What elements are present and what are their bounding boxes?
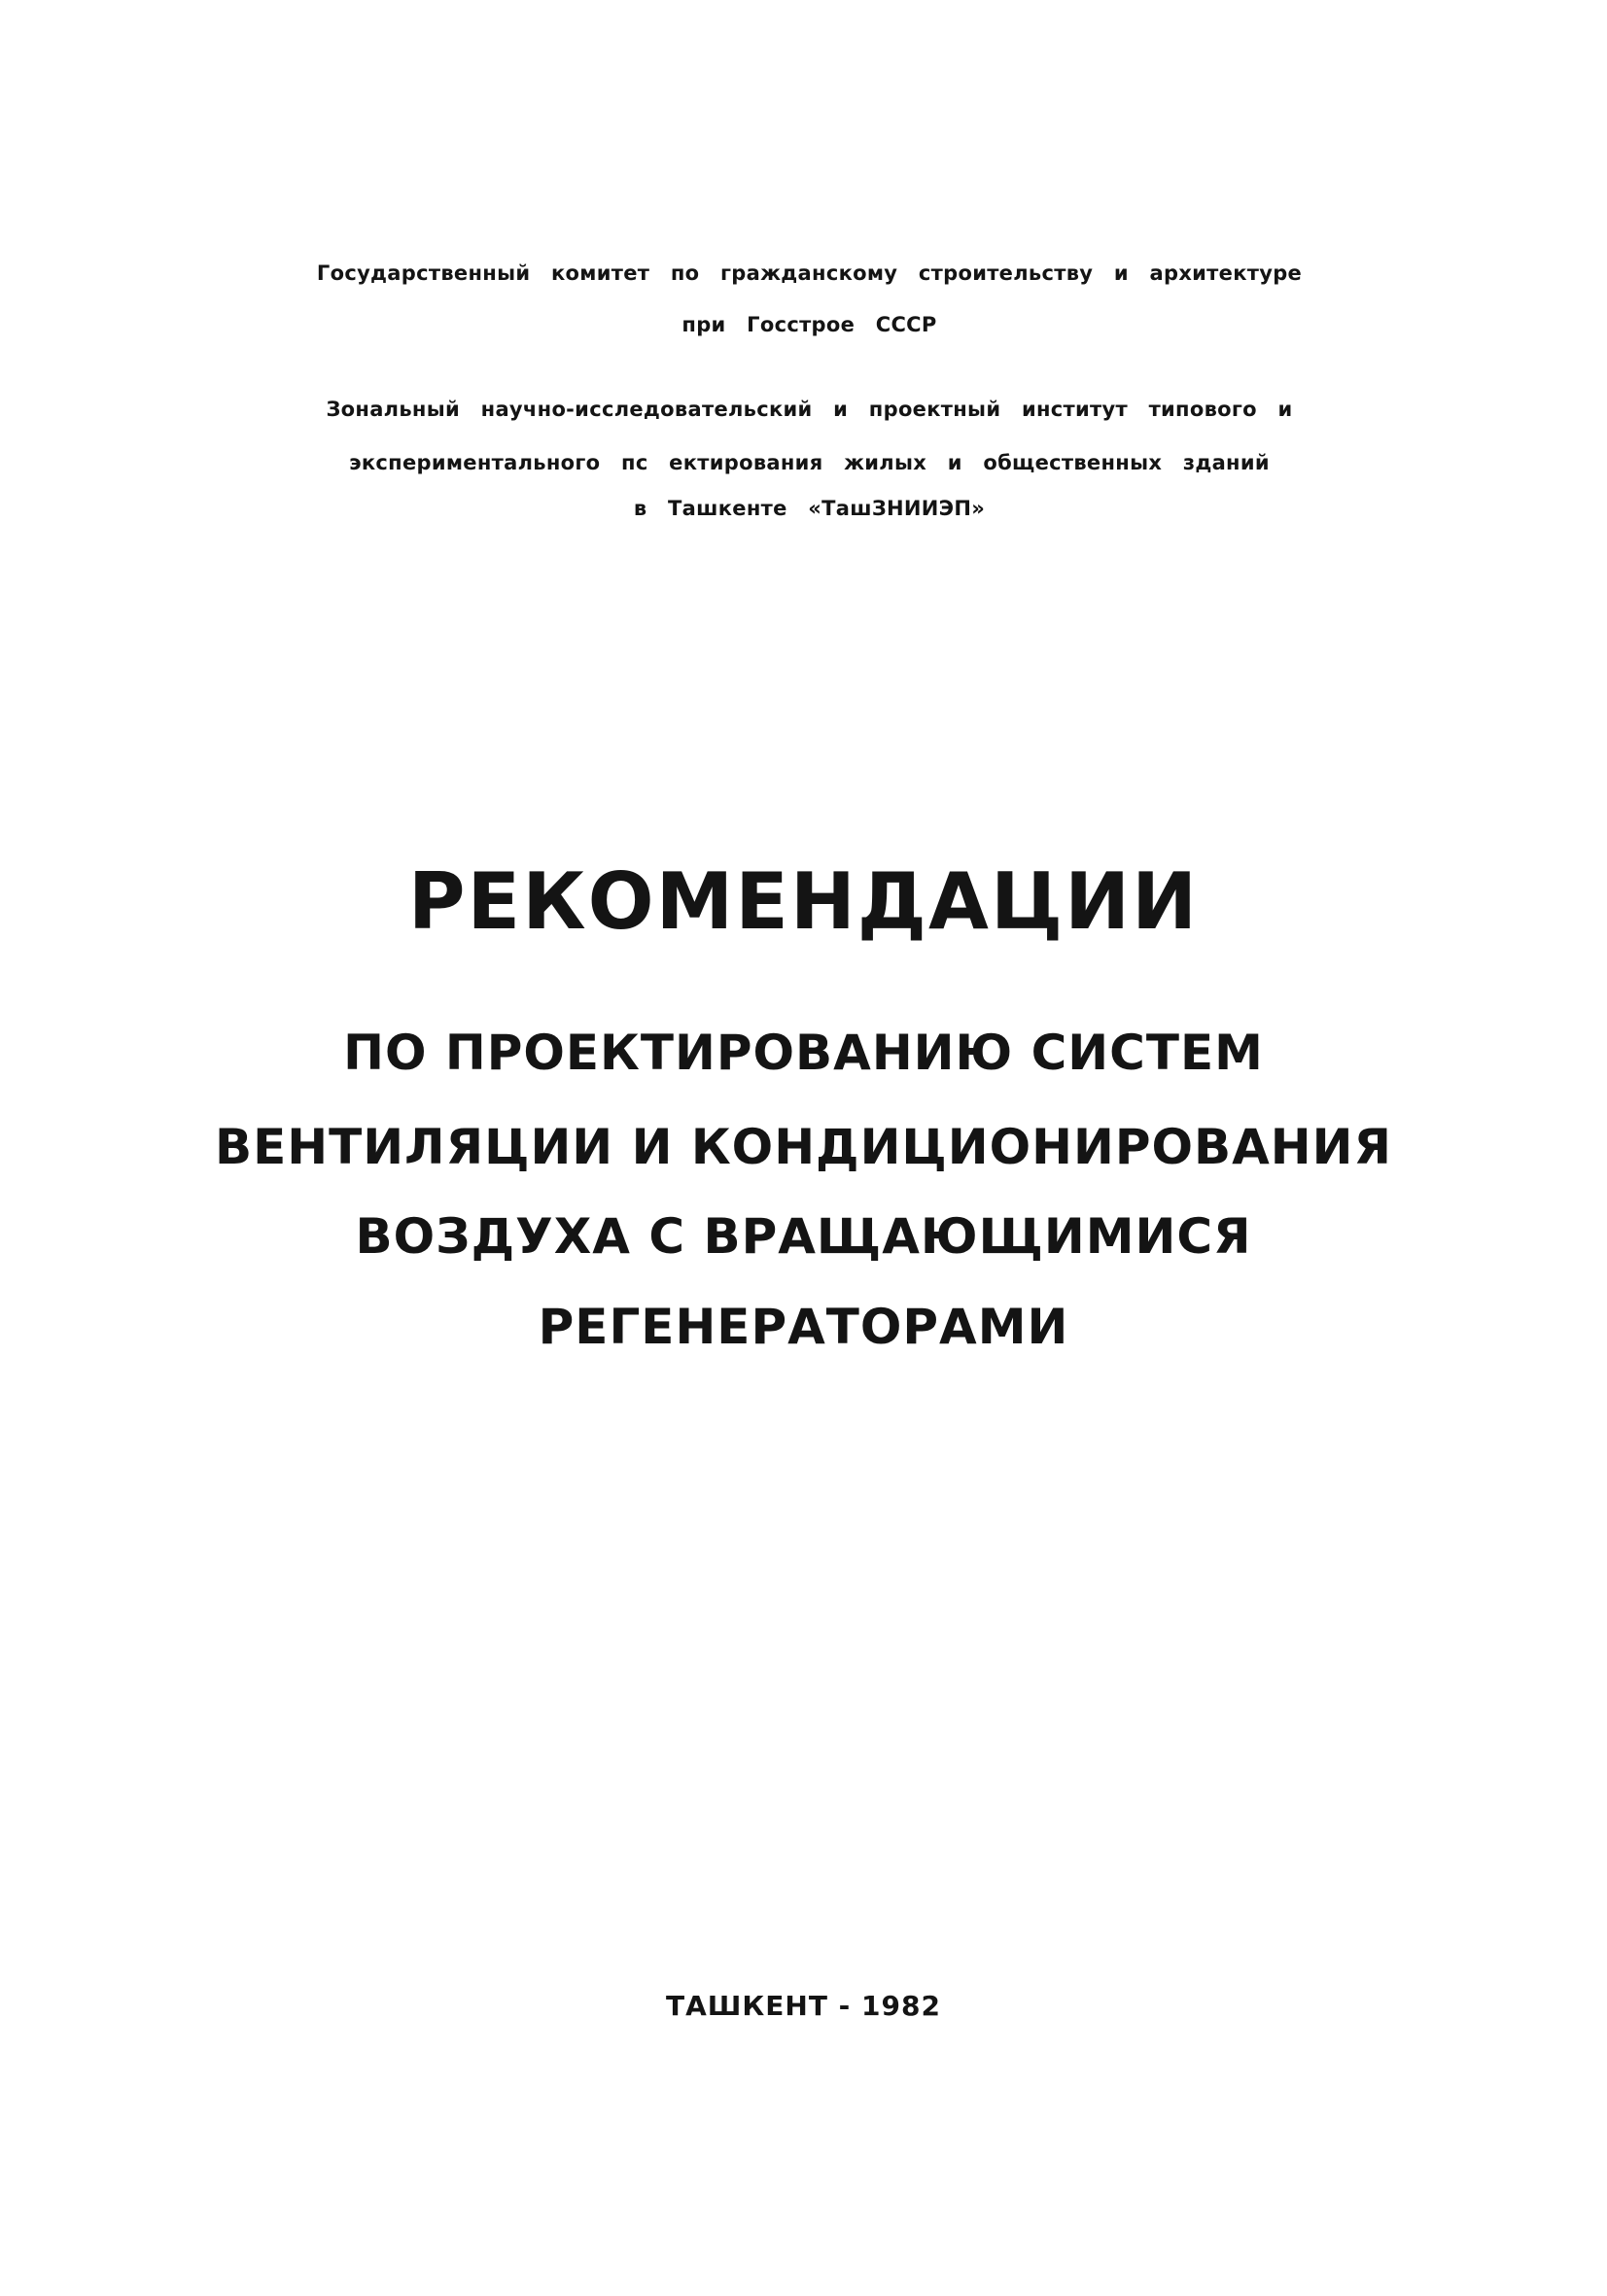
subtitle-line-2: ВЕНТИЛЯЦИИ И КОНДИЦИОНИРОВАНИЯ bbox=[214, 1119, 1392, 1175]
header-institute-line-1: Зональный научно-исследовательский и проектный институт типового и bbox=[326, 398, 1293, 421]
subtitle-line-3: ВОЗДУХА С ВРАЩАЮЩИМИСЯ bbox=[355, 1208, 1252, 1265]
place-year: ТАШКЕНТ - 1982 bbox=[666, 1990, 941, 2022]
header-institute-line-3: в Ташкенте «ТашЗНИИЭП» bbox=[633, 497, 986, 520]
document-title: РЕКОМЕНДАЦИИ bbox=[407, 856, 1200, 947]
subtitle-line-4: РЕГЕНЕРАТОРАМИ bbox=[538, 1299, 1069, 1355]
header-committee-line: Государственный комитет по гражданскому строительству и архитектуре bbox=[316, 261, 1303, 285]
header-gosstroy-line: при Госстрое СССР bbox=[681, 313, 937, 336]
header-institute-line-2: экспериментального пс ектирования жилых и общественных зданий bbox=[349, 451, 1270, 474]
subtitle-line-1: ПО ПРОЕКТИРОВАНИЮ СИСТЕМ bbox=[343, 1025, 1264, 1081]
